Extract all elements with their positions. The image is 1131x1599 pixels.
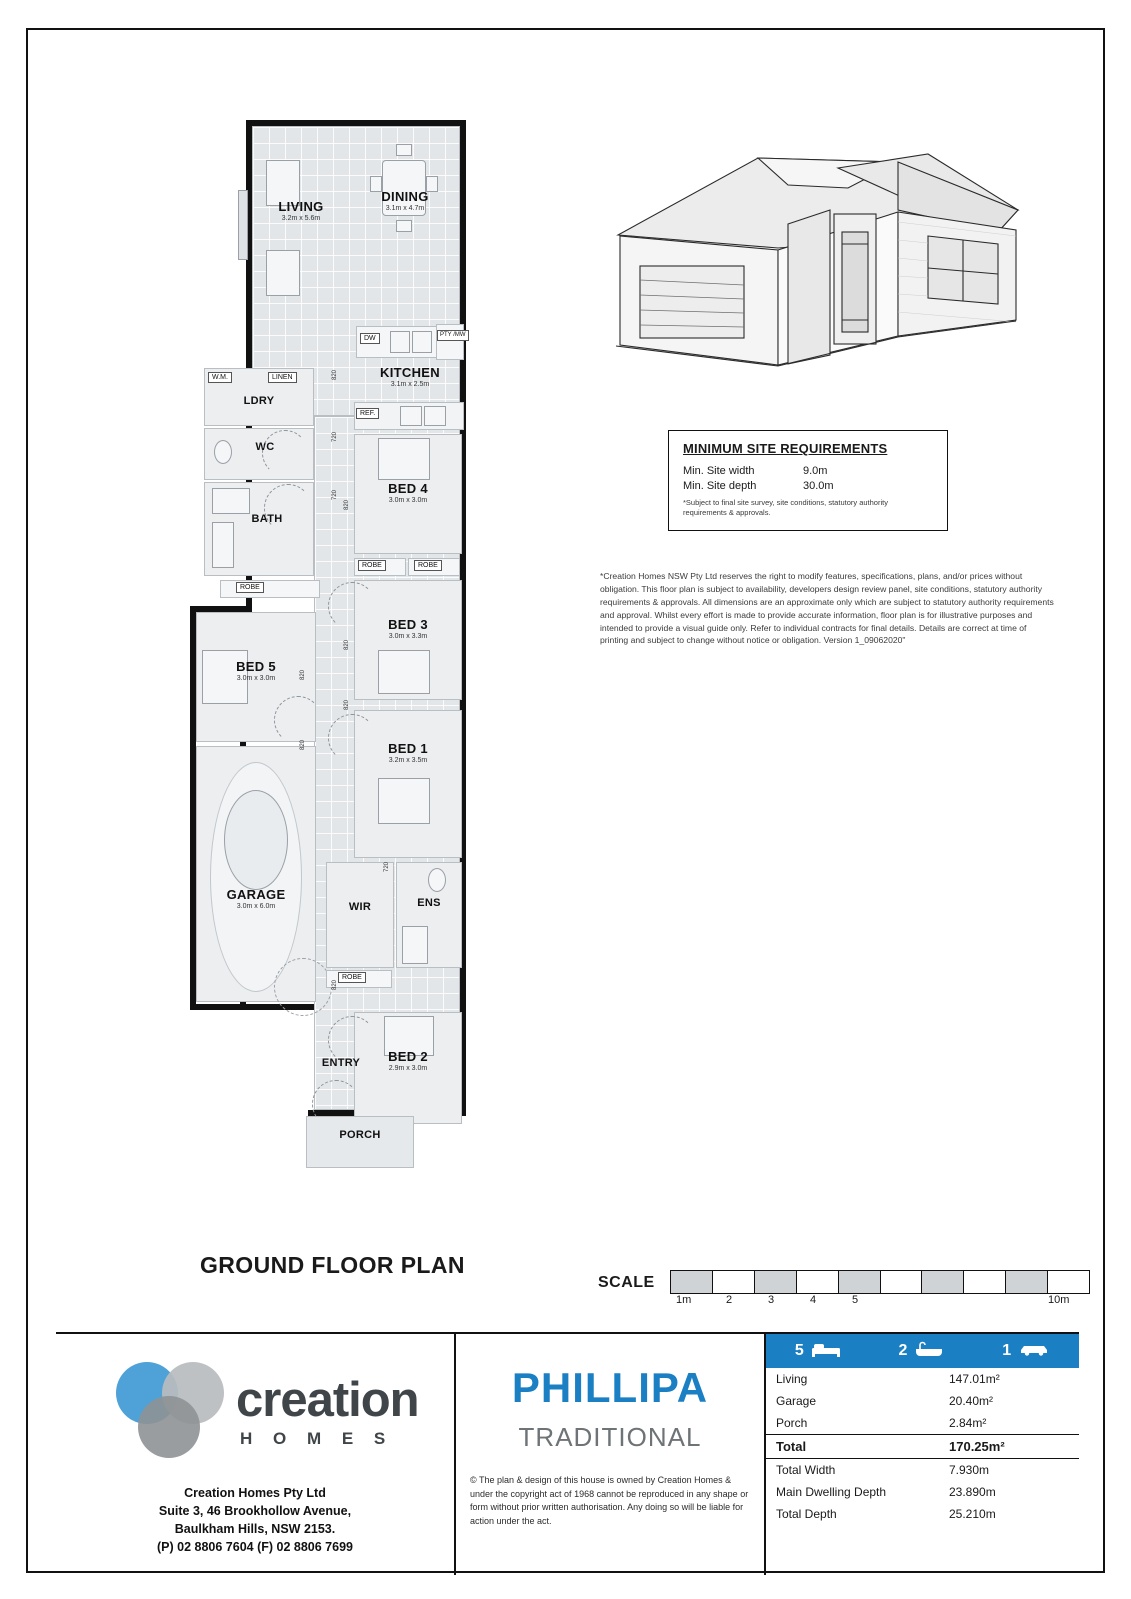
dimension-tick: 820 <box>332 979 338 990</box>
car-count-value: 1 <box>1002 1342 1012 1359</box>
table-row <box>766 1390 1079 1412</box>
scale-ticks <box>670 1294 1088 1308</box>
storage-tag-robe-bed5: ROBE <box>236 582 264 593</box>
bath-count <box>899 1341 945 1362</box>
storage-tag-robe-bed4: ROBE <box>358 560 386 571</box>
footer-bar <box>56 1332 1079 1575</box>
room-porch <box>306 1116 414 1168</box>
dimension-tick: 820 <box>332 369 338 380</box>
room-label-bed2: BED 2 2.9m x 3.0m <box>388 1049 428 1072</box>
scale-tick: 4 <box>810 1294 817 1306</box>
dimension-tick: 720 <box>384 861 390 872</box>
dimension-tick: 820 <box>344 699 350 710</box>
address-line-1: Suite 3, 46 Brookhollow Avenue, <box>158 1504 352 1519</box>
site-requirements-heading: MINIMUM SITE REQUIREMENTS <box>683 441 888 456</box>
site-width-label: Min. Site width <box>683 465 755 477</box>
brand-subname: H O M E S <box>240 1429 394 1448</box>
area-value-total: 170.25m² <box>939 1435 1079 1459</box>
room-label-dining: DINING 3.1m x 4.7m <box>381 189 429 212</box>
disclaimer-text: *Creation Homes NSW Pty Ltd reserves the right to modify features, specifications, plans, and/or prices without obligation. This floor plan is subject to availability, developers design review panel, site conditions, statutory authority requirements & approvals. All dimensions are an approximate only which are subject to statutory authority requirements and approval. Whilst every effort is made to provide accurate information, floor plan is for illustrative purposes and intended to provide a visual guide only. Refer to individual contracts for final details. Details are correct at time of printing and subject to change without notice or obligation. Version 1_09062020" <box>600 571 1054 646</box>
appliance-tag-wm: W.M. <box>208 372 232 383</box>
address-line-2: Baulkham Hills, NSW 2153. <box>174 1522 336 1537</box>
bed-count-value: 5 <box>794 1342 804 1359</box>
design-variant: TRADITIONAL <box>518 1422 702 1452</box>
floor-plan-drawing <box>178 90 538 1170</box>
table-row <box>766 1412 1079 1435</box>
dimension-tick: 820 <box>300 669 306 680</box>
dim-value-total-width: 7.930m <box>949 1463 990 1477</box>
appliance-tag-ref: REF. <box>356 408 379 419</box>
scale-tick: 3 <box>768 1294 775 1306</box>
room-counts-bar <box>766 1334 1079 1368</box>
table-row-total <box>766 1435 1079 1459</box>
room-label-wir: WIR <box>348 901 372 913</box>
room-label-entry: ENTRY <box>321 1057 361 1069</box>
area-label-porch: Porch <box>776 1416 808 1430</box>
dim-label-total-width: Total Width <box>776 1463 836 1477</box>
room-label-ens: ENS <box>417 897 441 909</box>
scale-tick: 1m <box>676 1294 692 1306</box>
room-label-bed1: BED 1 3.2m x 3.5m <box>388 741 428 764</box>
appliance-tag-dw: DW <box>360 333 380 344</box>
area-value-porch: 2.84m² <box>949 1416 987 1430</box>
table-row <box>766 1368 1079 1390</box>
page-border <box>26 28 1105 1573</box>
room-label-bed4: BED 4 3.0m x 3.0m <box>388 481 428 504</box>
room-label-ldry: LDRY <box>243 395 275 407</box>
storage-tag-robe-bed3: ROBE <box>414 560 442 571</box>
car-icon <box>1018 1341 1050 1362</box>
site-width-value: 9.0m <box>803 465 828 477</box>
area-table <box>766 1368 1079 1525</box>
brand-wordmark <box>236 1373 419 1449</box>
table-row <box>766 1459 1079 1482</box>
room-label-bed5: BED 5 3.0m x 3.0m <box>236 659 276 682</box>
page-title: GROUND FLOOR PLAN <box>200 1252 465 1278</box>
copyright-text: © The plan & design of this house is owned by Creation Homes & under the copyright act of 1968 cannot be reproduced in any shape or form without prior written authorisation. Any doing so will be liable for action under the act. <box>470 1475 749 1526</box>
bed-icon <box>811 1341 841 1362</box>
bath-count-value: 2 <box>898 1342 908 1359</box>
dimension-tick: 820 <box>300 739 306 750</box>
storage-tag-linen: LINEN <box>268 372 297 383</box>
dimension-tick: 820 <box>344 639 350 650</box>
area-label-total: Total <box>766 1435 939 1459</box>
design-name-block <box>456 1334 766 1575</box>
area-value-living: 147.01m² <box>949 1372 1000 1386</box>
room-wir <box>326 862 394 968</box>
room-label-wc: WC <box>255 441 275 453</box>
brand-name: creation <box>236 1373 419 1427</box>
dim-value-total-depth: 25.210m <box>949 1507 996 1521</box>
scale-bar-graphic <box>670 1270 1090 1294</box>
creation-homes-logo-icon <box>116 1362 228 1454</box>
design-name: PHILLIPA <box>511 1364 709 1411</box>
site-requirement-row <box>683 480 933 492</box>
minimum-site-requirements-box <box>668 430 948 531</box>
car-count <box>1002 1341 1050 1362</box>
scale-tick: 10m <box>1048 1294 1070 1306</box>
room-label-bath: BATH <box>251 513 283 525</box>
dim-label-total-depth: Total Depth <box>776 1507 837 1521</box>
house-perspective-render <box>598 140 1058 390</box>
bed-count <box>795 1341 841 1362</box>
room-label-living: LIVING 3.2m x 5.6m <box>278 199 324 222</box>
brand-block <box>56 1334 456 1575</box>
company-name: Creation Homes Pty Ltd <box>184 1486 326 1500</box>
room-label-garage: GARAGE 3.0m x 6.0m <box>226 887 286 910</box>
room-label-porch: PORCH <box>339 1129 381 1141</box>
area-label-garage: Garage <box>776 1394 817 1408</box>
appliance-tag-pty-mw: PTY /MW <box>437 330 469 341</box>
dimension-tick: 820 <box>344 499 350 510</box>
company-address <box>56 1484 454 1557</box>
bath-icon <box>914 1341 944 1362</box>
dimension-tick: 720 <box>332 431 338 442</box>
area-label-living: Living <box>776 1372 808 1386</box>
dim-label-main-depth: Main Dwelling Depth <box>776 1485 887 1499</box>
scale-label: SCALE <box>598 1274 655 1291</box>
scale-tick: 2 <box>726 1294 733 1306</box>
phone-numbers: (P) 02 8806 7604 (F) 02 8806 7699 <box>157 1540 353 1555</box>
dim-value-main-depth: 23.890m <box>949 1485 996 1499</box>
specifications-block <box>766 1334 1079 1575</box>
site-requirement-row <box>683 465 933 477</box>
table-row <box>766 1481 1079 1503</box>
dimension-tick: 720 <box>332 489 338 500</box>
site-depth-value: 30.0m <box>803 480 834 492</box>
table-row <box>766 1503 1079 1525</box>
scale-tick: 5 <box>852 1294 859 1306</box>
room-label-bed3: BED 3 3.0m x 3.3m <box>388 617 428 640</box>
area-value-garage: 20.40m² <box>949 1394 994 1408</box>
storage-tag-robe-bed2: ROBE <box>338 972 366 983</box>
site-depth-label: Min. Site depth <box>683 480 757 492</box>
room-label-kitchen: KITCHEN 3.1m x 2.5m <box>380 365 440 388</box>
site-requirements-note: *Subject to final site survey, site conditions, statutory authority requirements & approvals. <box>683 498 888 518</box>
